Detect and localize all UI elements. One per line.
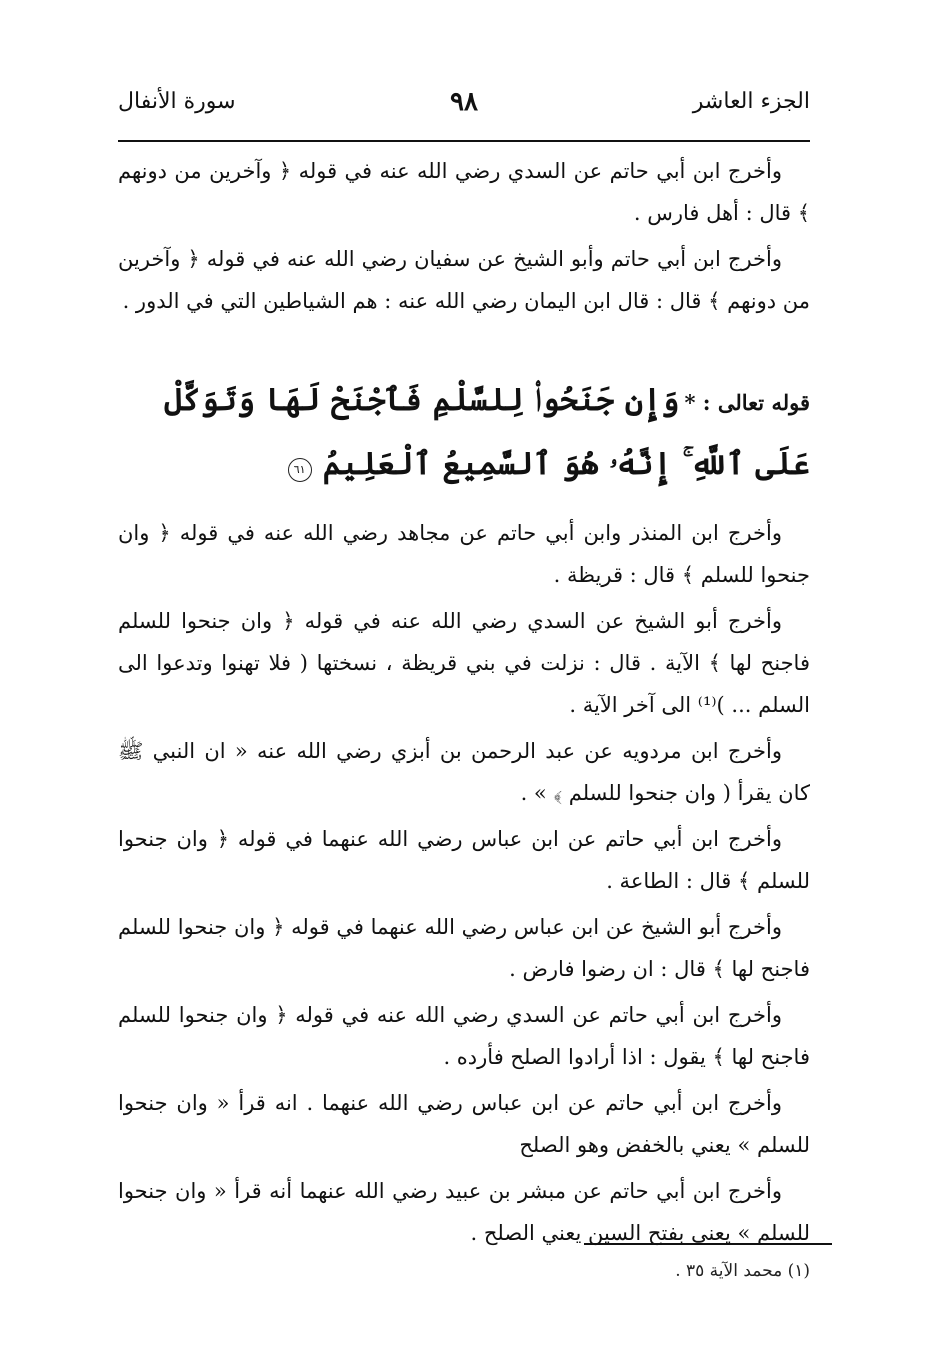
juz-title: الجزء العاشر: [692, 89, 810, 114]
paragraph: وأخرج ابن أبي حاتم عن ابن عباس رضي الله عنهما . انه قرأ « وان جنحوا للسلم » يعني بالخفض وهو الصلح: [118, 1091, 810, 1157]
paragraph: وأخرج ابن أبي حاتم عن مبشر بن عبيد رضي الله عنهما أنه قرأ « وان جنحوا للسلم » يعني بفتح السين يعني الصلح .: [118, 1179, 810, 1245]
footnote-divider: [584, 1243, 832, 1245]
paragraph: وأخرج أبو الشيخ عن السدي رضي الله عنه في قوله ﴿ وان جنحوا للسلم فاجنح لها ﴾ الآية . قال : نزلت في بني قريظة ، نسختها ( فلا تهنوا وتدعوا الى السلم ... )⁽¹⁾ الى آخر الآية .: [118, 609, 810, 717]
quran-verse: [112, 368, 810, 496]
top-section: [118, 150, 810, 326]
paragraph: وأخرج ابن المنذر وابن أبي حاتم عن مجاهد رضي الله عنه في قوله ﴿ وان جنحوا للسلم ﴾ قال : قريظة .: [118, 521, 810, 587]
page-number: ٩٨: [450, 87, 478, 117]
paragraph: وأخرج ابن أبي حاتم عن السدي رضي الله عنه في قوله ﴿ وآخرين من دونهم ﴾ قال : أهل فارس .: [118, 159, 810, 225]
paragraph: وأخرج ابن أبي حاتم وأبو الشيخ عن سفيان رضي الله عنه في قوله ﴿ وآخرين من دونهم ﴾ قال : قال ابن اليمان رضي الله عنه : هم الشياطين التي في الدور .: [118, 247, 810, 313]
verse-text: وَإِن جَنَحُوا۟ لِلسَّلْمِ فَٱجْنَحْ لَهَا وَتَوَكَّلْ عَلَى ٱللَّهِ ۚ إِنَّهُۥ هُوَ ٱلسَّمِيعُ ٱلْعَلِيمُ: [164, 382, 810, 482]
verse-number-marker: ٦١: [288, 458, 312, 482]
verse-intro: قوله تعالى : *: [684, 390, 810, 415]
commentary-section: [118, 512, 810, 1258]
paragraph: وأخرج ابن أبي حاتم عن ابن عباس رضي الله عنهما في قوله ﴿ وان جنحوا للسلم ﴾ قال : الطاعة .: [118, 827, 810, 893]
surah-title: سورة الأنفال: [118, 89, 236, 114]
paragraph: وأخرج أبو الشيخ عن ابن عباس رضي الله عنهما في قوله ﴿ وان جنحوا للسلم فاجنح لها ﴾ قال : ان رضوا فارض .: [118, 915, 810, 981]
paragraph: وأخرج ابن مردويه عن عبد الرحمن بن أبزي رضي الله عنه « ان النبي ﷺ كان يقرأ ( وان جنحوا للسلم ﴾ » .: [118, 739, 810, 805]
paragraph: وأخرج ابن أبي حاتم عن السدي رضي الله عنه في قوله ﴿ وان جنحوا للسلم فاجنح لها ﴾ يقول : اذا أرادوا الصلح فأرده .: [118, 1003, 810, 1069]
footnote: (١) محمد الآية ٣٥ .: [675, 1261, 810, 1281]
page-header: [118, 82, 810, 122]
header-divider: [118, 140, 810, 142]
